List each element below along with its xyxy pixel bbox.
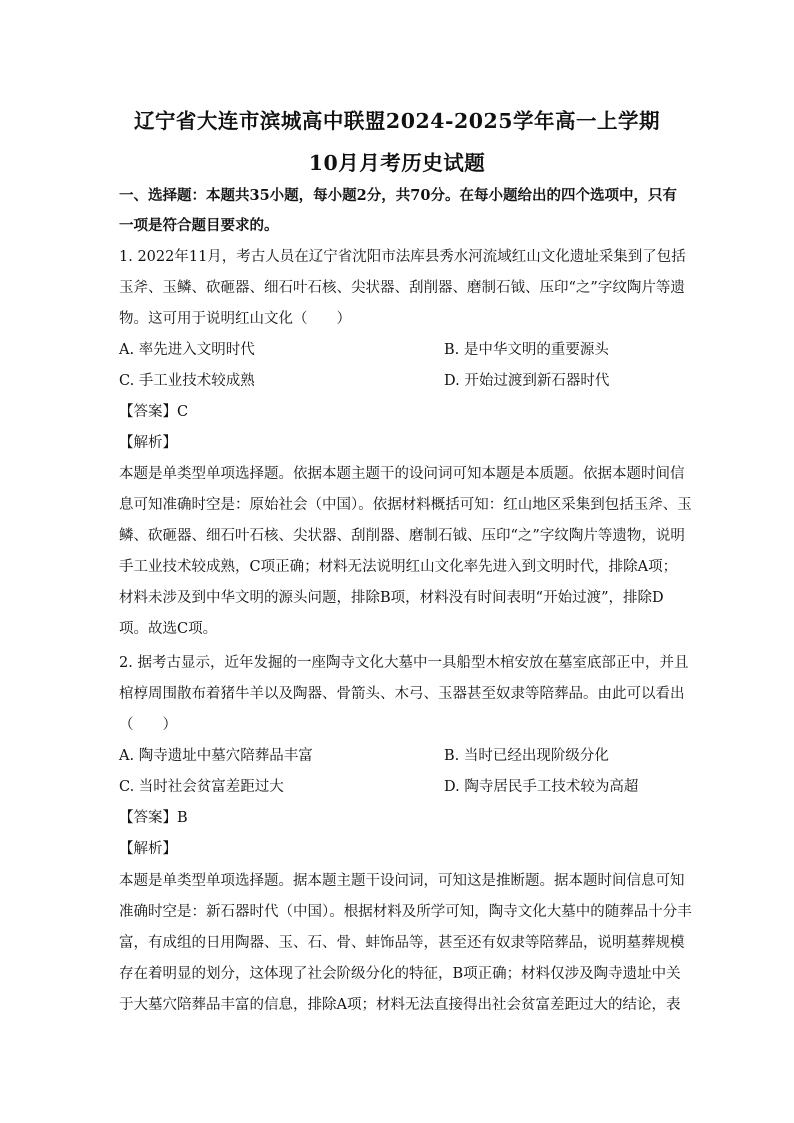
exam-title-line2: 10月月考历史试题 bbox=[308, 151, 486, 175]
q1-analysis-line3: 鳞、砍砸器、细石叶石核、尖状器、刮削器、磨制石钺、压印“之”字纹陶片等遗物，说明 bbox=[119, 528, 685, 544]
q1-option-d: D. 开始过渡到新石器时代 bbox=[444, 373, 610, 389]
q2-stem-line3: （ ） bbox=[119, 717, 177, 733]
q1-option-a: A. 率先进入文明时代 bbox=[119, 342, 255, 358]
q2-option-c: C. 当时社会贫富差距过大 bbox=[119, 779, 284, 795]
q1-analysis-line4: 手工业技术较成熟，C项正确；材料无法说明红山文化率先进入到文明时代，排除A项； bbox=[119, 559, 678, 575]
q1-analysis-label: 【解析】 bbox=[119, 435, 177, 451]
q1-analysis-line1: 本题是单类型单项选择题。依据本题主题干的设问词可知本题是本质题。依据本题时间信 bbox=[119, 466, 685, 482]
q1-stem-line2: 玉斧、玉鳞、砍砸器、细石叶石核、尖状器、刮削器、磨制石钺、压印“之”字纹陶片等遗 bbox=[119, 280, 685, 296]
q2-analysis-label: 【解析】 bbox=[119, 841, 177, 857]
q2-option-d: D. 陶寺居民手工技术较为高超 bbox=[444, 779, 639, 795]
q2-analysis-line3: 富，有成组的日用陶器、玉、石、骨、蚌饰品等，甚至还有奴隶等陪葬品，说明墓葬规模 bbox=[119, 935, 685, 951]
q2-analysis-line2: 准确时空是：新石器时代（中国）。根据材料及所学可知，陶寺文化大墓中的随葬品十分丰 bbox=[119, 904, 692, 920]
q1-analysis-line2: 息可知准确时空是：原始社会（中国）。依据材料概括可知：红山地区采集到包括玉斧、玉 bbox=[119, 497, 692, 513]
q2-option-a: A. 陶寺遗址中墓穴陪葬品丰富 bbox=[119, 748, 313, 764]
q1-stem-line3: 物。这可用于说明红山文化（ ） bbox=[119, 311, 351, 327]
section-instruction-line1: 一、选择题：本题共35小题，每小题2分，共70分。在每小题给出的四个选项中，只有 bbox=[119, 187, 677, 204]
q2-stem-line2: 棺椁周围散布着猪牛羊以及陶器、骨箭头、木弓、玉器甚至奴隶等陪葬品。由此可以看出 bbox=[119, 686, 685, 702]
q1-analysis-line6: 项。故选C项。 bbox=[119, 621, 218, 637]
q2-analysis-line4: 存在着明显的划分，这体现了社会阶级分化的特征，B项正确；材料仅涉及陶寺遗址中关 bbox=[119, 966, 681, 982]
q2-analysis-line5: 于大墓穴陪葬品丰富的信息，排除A项；材料无法直接得出社会贫富差距过大的结论，表 bbox=[119, 997, 681, 1013]
q1-option-b: B. 是中华文明的重要源头 bbox=[444, 342, 609, 358]
q2-answer: 【答案】B bbox=[119, 810, 188, 826]
exam-title-line1: 辽宁省大连市滨城高中联盟2024-2025学年高一上学期 bbox=[133, 109, 661, 133]
q1-analysis-line5: 材料未涉及到中华文明的源头问题，排除B项，材料没有时间表明“开始过渡”，排除D bbox=[119, 590, 664, 606]
q2-analysis-line1: 本题是单类型单项选择题。据本题主题干设问词，可知这是推断题。据本题时间信息可知 bbox=[119, 873, 685, 889]
q1-stem-line1: 1. 2022年11月，考古人员在辽宁省沈阳市法库县秀水河流域红山文化遗址采集到了包括 bbox=[119, 249, 686, 265]
q1-option-c: C. 手工业技术较成熟 bbox=[119, 373, 255, 389]
q2-stem-line1: 2. 据考古显示，近年发掘的一座陶寺文化大墓中一具船型木棺安放在墓室底部正中，并且 bbox=[119, 655, 689, 671]
q2-option-b: B. 当时已经出现阶级分化 bbox=[444, 748, 609, 764]
q1-answer: 【答案】C bbox=[119, 404, 189, 420]
section-instruction-line2: 一项是符合题目要求的。 bbox=[119, 217, 279, 234]
